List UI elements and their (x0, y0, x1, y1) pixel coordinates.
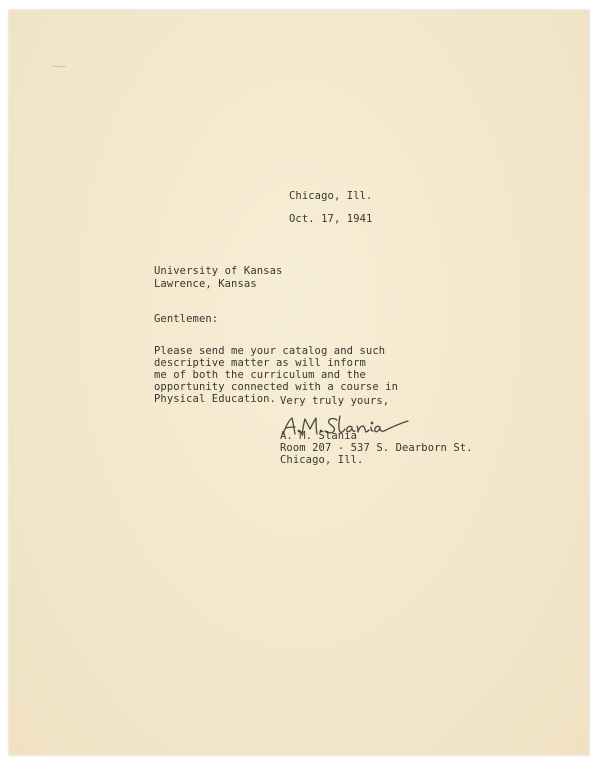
paper-mark (52, 66, 66, 67)
body-line: descriptive matter as will inform (154, 357, 366, 369)
letter-city: Chicago, Ill. (289, 190, 373, 202)
sender-address: Room 207 - 537 S. Dearborn St. (280, 442, 473, 454)
body-line: Physical Education. (154, 393, 277, 405)
recipient-address: Lawrence, Kansas (154, 278, 257, 290)
letter-page (9, 10, 589, 755)
recipient-name: University of Kansas (154, 265, 283, 277)
salutation: Gentlemen: (154, 313, 219, 325)
body-line: opportunity connected with a course in (154, 381, 399, 393)
sender-city: Chicago, Ill. (280, 454, 364, 466)
sender-name: A. M. Slania (280, 430, 358, 442)
body-line: Please send me your catalog and such (154, 345, 386, 357)
closing: Very truly yours, (280, 395, 390, 407)
body-line: me of both the curriculum and the (154, 369, 366, 381)
letter-date: Oct. 17, 1941 (289, 213, 373, 225)
